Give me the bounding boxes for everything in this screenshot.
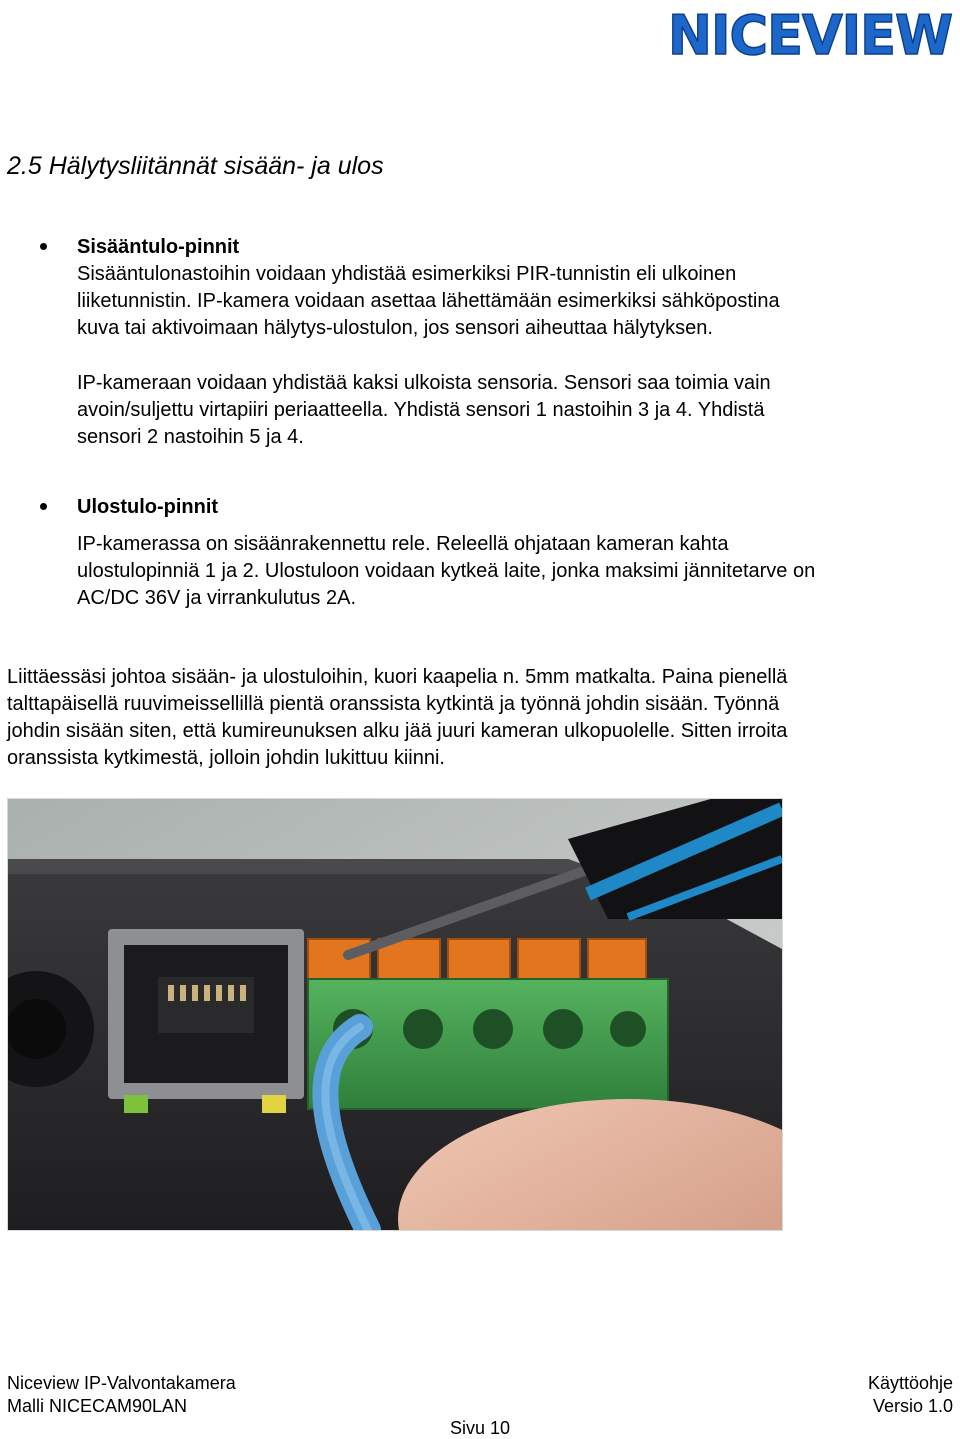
text-line: avoin/suljettu virtapiiri periaatteella. Yhdistä sensori 1 nastoihin 3 ja 4. Yhdistä [77,399,765,421]
outputs-paragraph [77,531,815,612]
section-heading: 2.5 Hälytysliitännät sisään- ja ulos [7,152,384,180]
led-activity [262,1095,286,1113]
footer-version: Versio 1.0 [872,1396,953,1416]
text-line: kuva tai aktivoimaan hälytys-ulostulon, jos sensori aiheuttaa hälytyksen. [77,317,713,339]
inputs-paragraph-1 [77,261,780,342]
inputs-paragraph-2 [77,370,771,451]
text-line: liiketunnistin. IP-kamera voidaan asettaa lähettämään esimerkiksi sähköpostina [77,290,780,312]
text-line: sensori 2 nastoihin 5 ja 4. [77,426,304,448]
led-link [124,1095,148,1113]
text-line: IP-kameraan voidaan yhdistää kaksi ulkoista sensoria. Sensori saa toimia vain [77,372,771,394]
terminal-wiring-photo [7,798,783,1231]
terminal-levers [308,939,646,979]
footer-model: Malli NICECAM90LAN [7,1396,188,1416]
bullet-title-outputs: Ulostulo-pinnit [77,496,219,518]
wiring-instructions [7,664,787,772]
text-line: Liittäessäsi johtoa sisään- ja ulostuloihin, kuori kaapelia n. 5mm matkalta. Paina pienellä [7,666,788,688]
footer-page-number: Sivu 10 [449,1418,511,1438]
text-line: oranssista kytkimestä, jolloin johdin lukittuu kiinni. [7,747,445,769]
niceview-logo [664,2,956,66]
bullet-icon [40,243,47,250]
text-line: AC/DC 36V ja virrankulutus 2A. [77,587,357,609]
bullet-title-inputs: Sisääntulo-pinnit [77,236,240,258]
bullet-icon [40,503,47,510]
text-line: talttapäisellä ruuvimeissellillä pientä oranssista kytkintä ja työnnä johdin sisään. Työnnä [7,693,780,715]
text-line: ulostulopinniä 1 ja 2. Ulostuloon voidaan kytkeä laite, jonka maksimi jännitetarve on [77,560,816,582]
footer-manual-label: Käyttöohje [867,1373,953,1393]
logo-text: NICEVIEW [668,4,952,66]
text-line: Sisääntulonastoihin voidaan yhdistää esimerkiksi PIR-tunnistin eli ulkoinen [77,263,737,285]
text-line: johdin sisään siten, että kumireunuksen alku jää juuri kameran ulkopuolelle. Sitten irroita [7,720,788,742]
footer-product-name: Niceview IP-Valvontakamera [7,1373,236,1393]
text-line: IP-kamerassa on sisäänrakennettu rele. Releellä ohjataan kameran kahta [77,533,729,555]
